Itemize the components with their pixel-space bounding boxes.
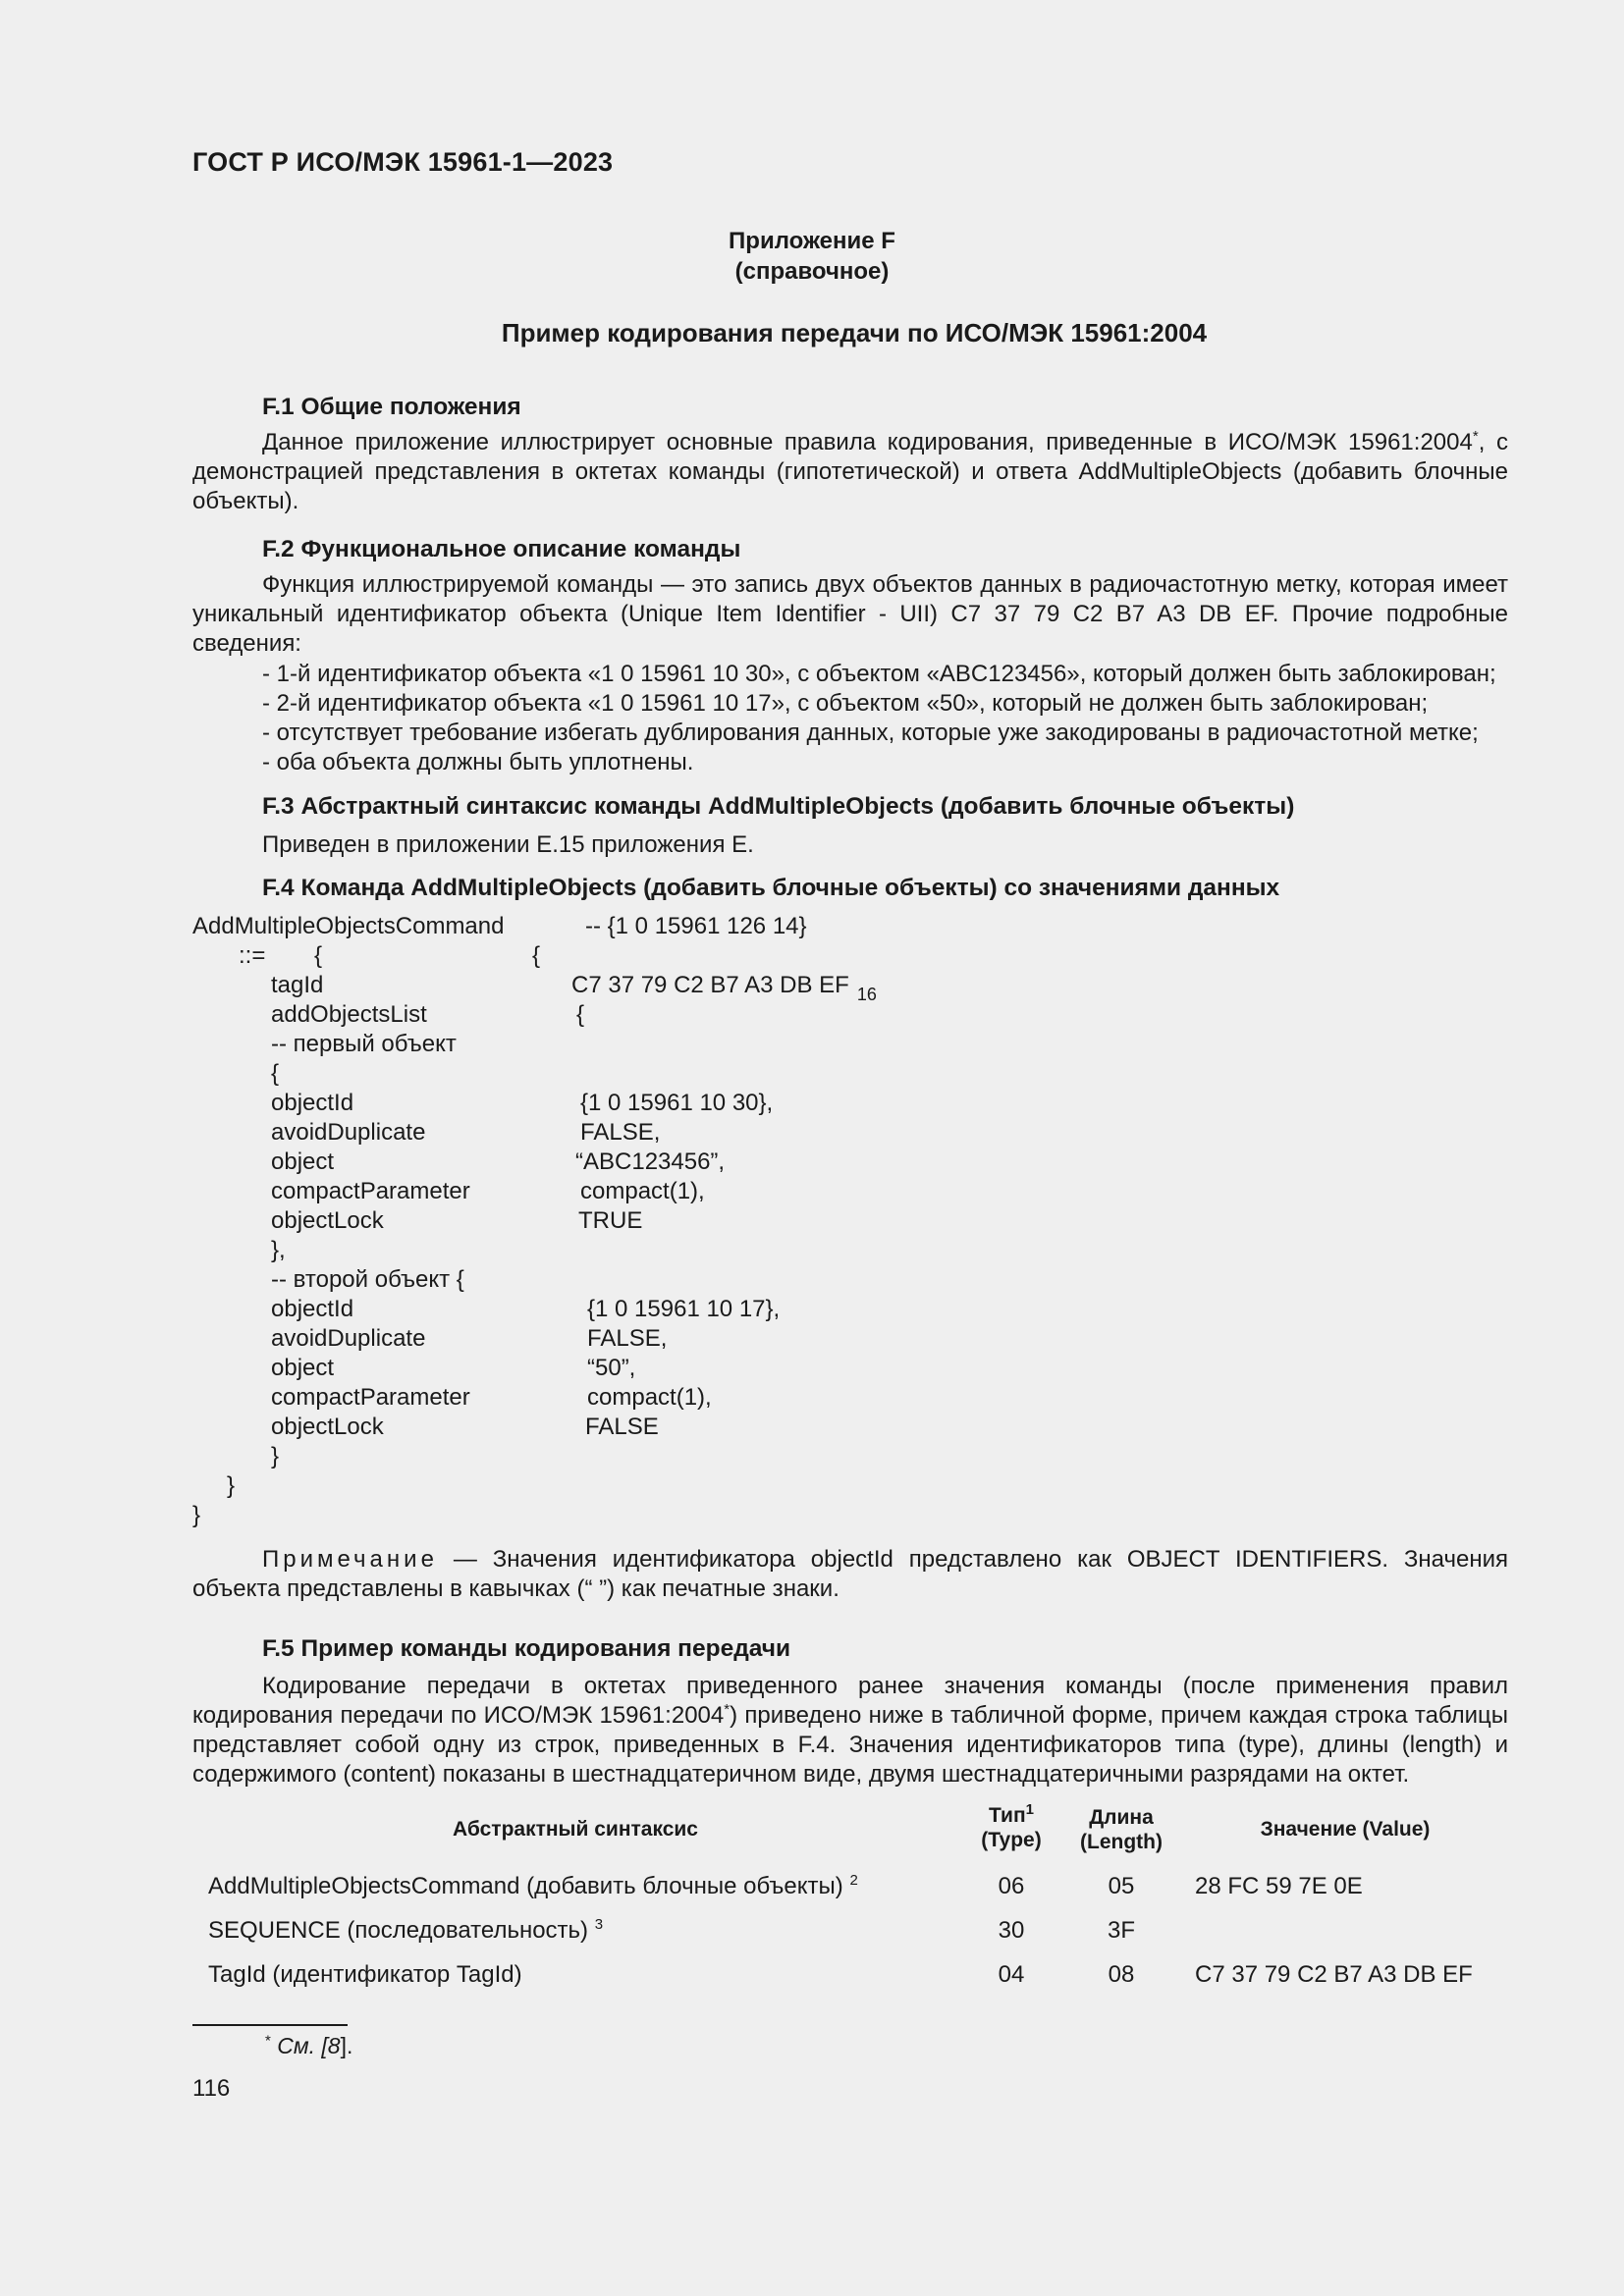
code-field-value: TRUE <box>578 1207 643 1234</box>
code-tagid-name: tagId <box>271 972 324 998</box>
row-length: 05 <box>1108 1873 1135 1899</box>
standard-header: ГОСТ Р ИСО/МЭК 15961-1—2023 <box>192 147 614 177</box>
section-heading-f2: F.2 Функциональное описание команды <box>262 536 741 562</box>
code-field-name: object <box>271 1355 335 1381</box>
f1-text-part1: Данное приложение иллюстрирует основные правила кодирования, приведенные в ИСО/МЭК 15961:2004 <box>262 429 1473 455</box>
annex-title: Пример кодирования передачи по ИСО/МЭК 15961:2004 <box>501 318 1208 347</box>
row-syntax <box>208 1961 522 1989</box>
section-heading-f5: F.5 Пример команды кодирования передачи <box>262 1635 791 1662</box>
code-field-value: “ABC123456”, <box>575 1148 726 1175</box>
code-command-name: AddMultipleObjectsCommand <box>192 913 505 939</box>
footnote <box>265 2033 352 2059</box>
list-item: - отсутствует требование избегать дублирования данных, которые уже закодированы в радиочастотной метке; <box>262 720 1479 746</box>
section-f3-text: Приведен в приложении E.15 приложения E. <box>262 831 754 858</box>
section-f5-text <box>192 1672 1508 1789</box>
syntax-superscript: 2 <box>849 1872 858 1889</box>
length-label: Длина <box>1089 1806 1154 1829</box>
annex-label: Приложение F <box>729 228 895 254</box>
footnote-ref: 8 <box>327 2033 341 2058</box>
column-header-value: Значение (Value) <box>1260 1818 1431 1841</box>
code-tagid-value <box>571 971 877 1004</box>
requirements-list <box>262 660 1509 777</box>
syntax-text: SEQUENCE (последовательность) <box>208 1917 589 1944</box>
syntax-text: TagId (идентификатор TagId) <box>208 1961 522 1988</box>
code-field-name: objectLock <box>271 1207 384 1234</box>
code-field-value: FALSE, <box>580 1119 661 1146</box>
column-header-syntax: Абстрактный синтаксис <box>453 1818 698 1841</box>
type-label-en: (Type) <box>981 1829 1042 1851</box>
syntax-superscript: 3 <box>594 1916 604 1933</box>
column-header-type <box>962 1803 1060 1852</box>
length-label-en: (Length) <box>1080 1831 1163 1853</box>
syntax-text: AddMultipleObjectsCommand (добавить блочные объекты) <box>208 1873 843 1899</box>
footnote-divider <box>192 2024 348 2026</box>
footnote-marker: * <box>724 1701 731 1718</box>
row-type: 04 <box>998 1961 1025 1988</box>
code-open-brace: { <box>532 942 541 969</box>
section-f2-text: Функция иллюстрируемой команды — это запись двух объектов данных в радиочастотную метку, которая имеет уникальный идентификатор объекта (Unique Item Identifier - UII) C7 37 79 C2 B7 A3 DB EF. Прочие подробные сведения: <box>192 571 1508 657</box>
column-header-length <box>1062 1805 1180 1854</box>
row-length: 3F <box>1107 1917 1135 1944</box>
list-item: - оба объекта должны быть уплотнены. <box>262 749 694 775</box>
list-item: - 2-й идентификатор объекта «1 0 15961 10 17», с объектом «50», который не должен быть заблокирован; <box>262 690 1429 717</box>
code-field-value: FALSE <box>585 1414 659 1440</box>
code-open-brace: { <box>576 1001 585 1028</box>
list-item: - 1-й идентификатор объекта «1 0 15961 10 30», с объектом «ABC123456», который должен быть заблокирован; <box>262 661 1496 687</box>
row-value: C7 37 79 C2 B7 A3 DB EF <box>1195 1961 1473 1988</box>
code-close-brace: } <box>271 1443 280 1469</box>
code-field-value: compact(1), <box>580 1178 705 1204</box>
code-close-brace: } <box>192 1502 201 1528</box>
code-close-brace: } <box>227 1472 236 1499</box>
code-close-object: }, <box>271 1237 286 1263</box>
footnote-prefix: См. [ <box>277 2033 328 2058</box>
footnote-marker: * <box>1472 428 1479 445</box>
note-text: — Значения идентификатора objectId представлено как OBJECT IDENTIFIERS. Значения объекта представлены в кавычках (“ ”) как печатные знаки. <box>192 1546 1508 1602</box>
type-label: Тип <box>989 1804 1026 1827</box>
code-field-value: {1 0 15961 10 30}, <box>580 1090 774 1116</box>
row-value: 28 FC 59 7E 0E <box>1195 1873 1363 1899</box>
note-paragraph <box>192 1545 1508 1604</box>
code-field-value: {1 0 15961 10 17}, <box>587 1296 781 1322</box>
tagid-hex: C7 37 79 C2 B7 A3 DB EF <box>571 972 849 998</box>
page-number: 116 <box>192 2075 231 2102</box>
code-field-name: objectLock <box>271 1414 384 1440</box>
f1-text-part2: , с демонстрацией представления в октетах команды (гипотетической) и ответа AddMultipleObjects (добавить блочные объекты). <box>192 429 1508 514</box>
footnote-mark: * <box>265 2032 271 2050</box>
code-field-name: avoidDuplicate <box>271 1119 426 1146</box>
row-type: 06 <box>998 1873 1025 1899</box>
code-field-name: avoidDuplicate <box>271 1325 426 1352</box>
code-open-brace: { <box>314 942 323 969</box>
code-field-value: “50”, <box>587 1355 636 1381</box>
code-comment-first: -- первый объект <box>271 1031 457 1057</box>
code-field-name: objectId <box>271 1090 354 1116</box>
row-type: 30 <box>998 1917 1025 1944</box>
section-heading-f4: F.4 Команда AddMultipleObjects (добавить блочные объекты) со значениями данных <box>262 875 1280 901</box>
f5-text-part1: Кодирование передачи в октетах приведенного ранее значения команды (после применения правил кодирования передачи по ИСО/МЭК 15961:2004 <box>192 1673 1508 1729</box>
section-heading-f3: F.3 Абстрактный синтаксис команды AddMultipleObjects (добавить блочные объекты) <box>262 793 1295 820</box>
f5-text-part2: ) приведено ниже в табличной форме, причем каждая строка таблицы представляет собой одну из строк, приведенных в F.4. Значения идентификаторов типа (type), длины (length) и содержимого (content) показаны в шестнадцатеричном виде, двумя шестнадцатеричными разрядами на октет. <box>192 1702 1508 1788</box>
type-superscript: 1 <box>1025 1801 1034 1818</box>
section-heading-f1: F.1 Общие положения <box>262 394 521 420</box>
section-f1-text <box>192 428 1508 516</box>
row-length: 08 <box>1108 1961 1135 1988</box>
code-field-name: objectId <box>271 1296 354 1322</box>
row-syntax <box>208 1917 603 1945</box>
code-field-value: compact(1), <box>587 1384 712 1411</box>
tagid-subscript: 16 <box>856 985 877 1004</box>
code-assign: ::= <box>239 942 266 969</box>
annex-type: (справочное) <box>734 258 890 285</box>
footnote-suffix: ]. <box>340 2033 353 2058</box>
code-open-brace: { <box>271 1060 280 1087</box>
note-label: Примечание <box>262 1546 438 1573</box>
code-field-name: compactParameter <box>271 1384 470 1411</box>
code-field-name: compactParameter <box>271 1178 470 1204</box>
code-field-name: object <box>271 1148 335 1175</box>
code-list-name: addObjectsList <box>271 1001 427 1028</box>
row-syntax <box>208 1873 858 1900</box>
code-comment-second: -- второй объект { <box>271 1266 464 1293</box>
code-command-comment: -- {1 0 15961 126 14} <box>585 913 807 939</box>
code-field-value: FALSE, <box>587 1325 668 1352</box>
